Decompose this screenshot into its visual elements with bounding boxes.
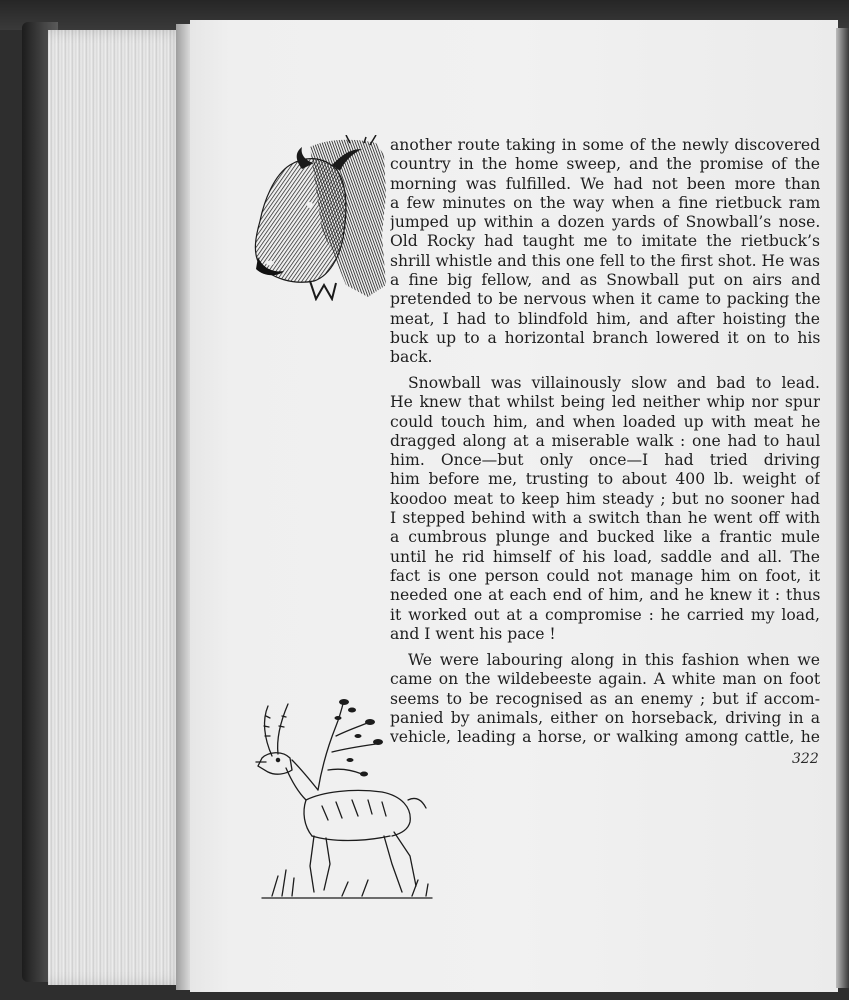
- paragraph-3: [390, 651, 820, 747]
- text-line: meat, I had to blindfold him, and after hoisting the: [390, 309, 820, 328]
- text-line: buck up to a horizontal branch lowered it on to his: [390, 328, 820, 347]
- text-line: We were labouring along in this fashion when we: [408, 651, 820, 669]
- text-line: until he rid himself of his load, saddle and all. The: [390, 547, 820, 566]
- text-line: vehicle, leading a horse, or walking among cattle, he: [390, 728, 820, 747]
- text-line: came on the wildebeeste again. A white man on foot: [390, 670, 820, 689]
- text-line: koodoo meat to keep him steady ; but no sooner had: [390, 489, 820, 508]
- text-line: could touch him, and when loaded up with meat he: [390, 412, 820, 431]
- text-line: I stepped behind with a switch than he went off with: [390, 509, 820, 528]
- text-line: jumped up within a dozen yards of Snowball’s nose.: [390, 213, 820, 232]
- text-line: country in the home sweep, and the promise of the: [390, 155, 820, 174]
- text-line: back.: [390, 348, 433, 367]
- wildebeest-head-icon: [250, 135, 388, 301]
- text-line: it worked out at a compromise : he carried my load,: [390, 605, 820, 624]
- page-stack-edges: [48, 30, 188, 985]
- paragraph-2: [390, 374, 820, 644]
- text-line: and I went his pace !: [390, 624, 556, 643]
- text-line: needed one at each end of him, and he knew it : thus: [390, 586, 820, 605]
- text-line: fact is one person could not manage him on foot, it: [390, 566, 820, 585]
- text-line: a few minutes on the way when a fine rietbuck ram: [390, 193, 820, 212]
- text-line: him before me, trusting to about 400 lb. weight of: [390, 470, 820, 489]
- facing-page-edge: [836, 28, 849, 988]
- text-line: a cumbrous plunge and bucked like a frantic mule: [390, 528, 820, 547]
- page-number: 322: [792, 751, 819, 767]
- paragraph-1: [390, 136, 820, 368]
- wildebeest-head-illustration: [250, 135, 388, 301]
- text-line: a fine big fellow, and as Snowball put on airs and: [390, 271, 820, 290]
- text-line: Old Rocky had taught me to imitate the rietbuck’s: [390, 232, 820, 251]
- text-line: him. Once—but only once—I had tried driving: [390, 451, 820, 470]
- text-line: shrill whistle and this one fell to the first shot. He was: [390, 251, 820, 270]
- text-line: panied by animals, either on horseback, driving in a: [390, 708, 820, 727]
- text-line: morning was fulfilled. We had not been more than: [390, 174, 820, 193]
- text-line: dragged along at a miserable walk : one had to haul: [390, 431, 820, 450]
- text-line: another route taking in some of the newly discovered: [390, 136, 820, 154]
- text-line: He knew that whilst being led neither whip nor spur: [390, 393, 820, 412]
- text-line: seems to be recognised as an enemy ; but if accom-: [390, 689, 820, 708]
- text-line: Snowball was villainously slow and bad to lead.: [408, 374, 820, 392]
- text-line: pretended to be nervous when it came to packing the: [390, 290, 820, 309]
